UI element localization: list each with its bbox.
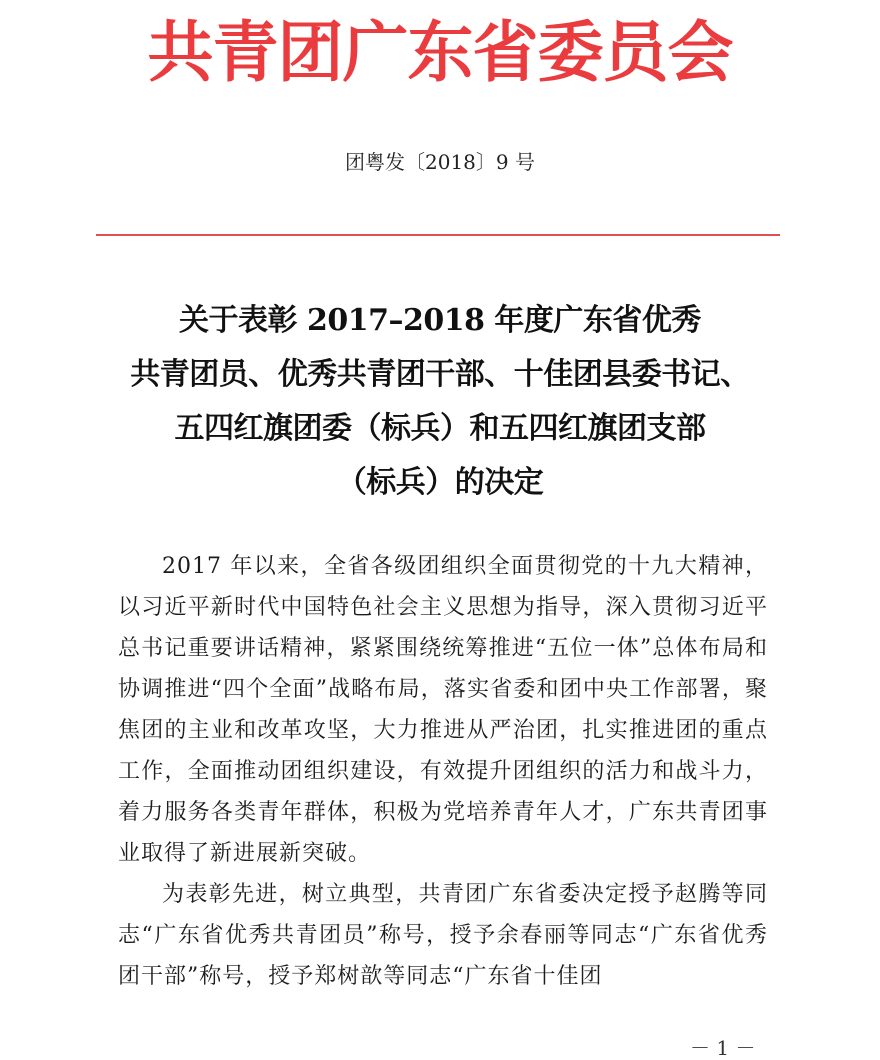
title-line-3: 五四红旗团委（标兵）和五四红旗团支部 bbox=[174, 411, 706, 446]
title-line-2: 共青团员、优秀共青团干部、十佳团县委书记、 bbox=[130, 357, 750, 392]
body-paragraph-2: 为表彰先进，树立典型，共青团广东省委决定授予赵腾等同志“广东省优秀共青团员”称号，授予余春丽等同志“广东省优秀团干部”称号，授予郑树歆等同志“广东省十佳团 bbox=[118, 882, 768, 989]
document-title bbox=[60, 294, 820, 510]
organization-name-header: 共青团广东省委员会 bbox=[147, 14, 733, 91]
title-line-4: （标兵）的决定 bbox=[336, 465, 544, 500]
document-body bbox=[118, 546, 768, 997]
body-paragraph-1: 2017 年以来，全省各级团组织全面贯彻党的十九大精神，以习近平新时代中国特色社会主义思想为指导，深入贯彻习近平总书记重要讲话精神，紧紧围绕统筹推进“五位一体”总体布局和协调推进“四个全面”战略布局，落实省委和团中央工作部署，聚焦团的主业和改革攻坚，大力推进从严治团，扎实推进团的重点工作，全面推动团组织建设，有效提升团组织的活力和战斗力，着力服务各类青年群体，积极为党培养青年人才，广东共青团事业取得了新进展新突破。 bbox=[118, 554, 768, 866]
page-number: － 1 － bbox=[690, 1036, 756, 1060]
title-line-1: 关于表彰 2017–2018 年度广东省优秀 bbox=[179, 303, 701, 338]
document-number: 团粤发〔2018〕9 号 bbox=[345, 150, 535, 174]
red-divider-line bbox=[96, 234, 780, 236]
